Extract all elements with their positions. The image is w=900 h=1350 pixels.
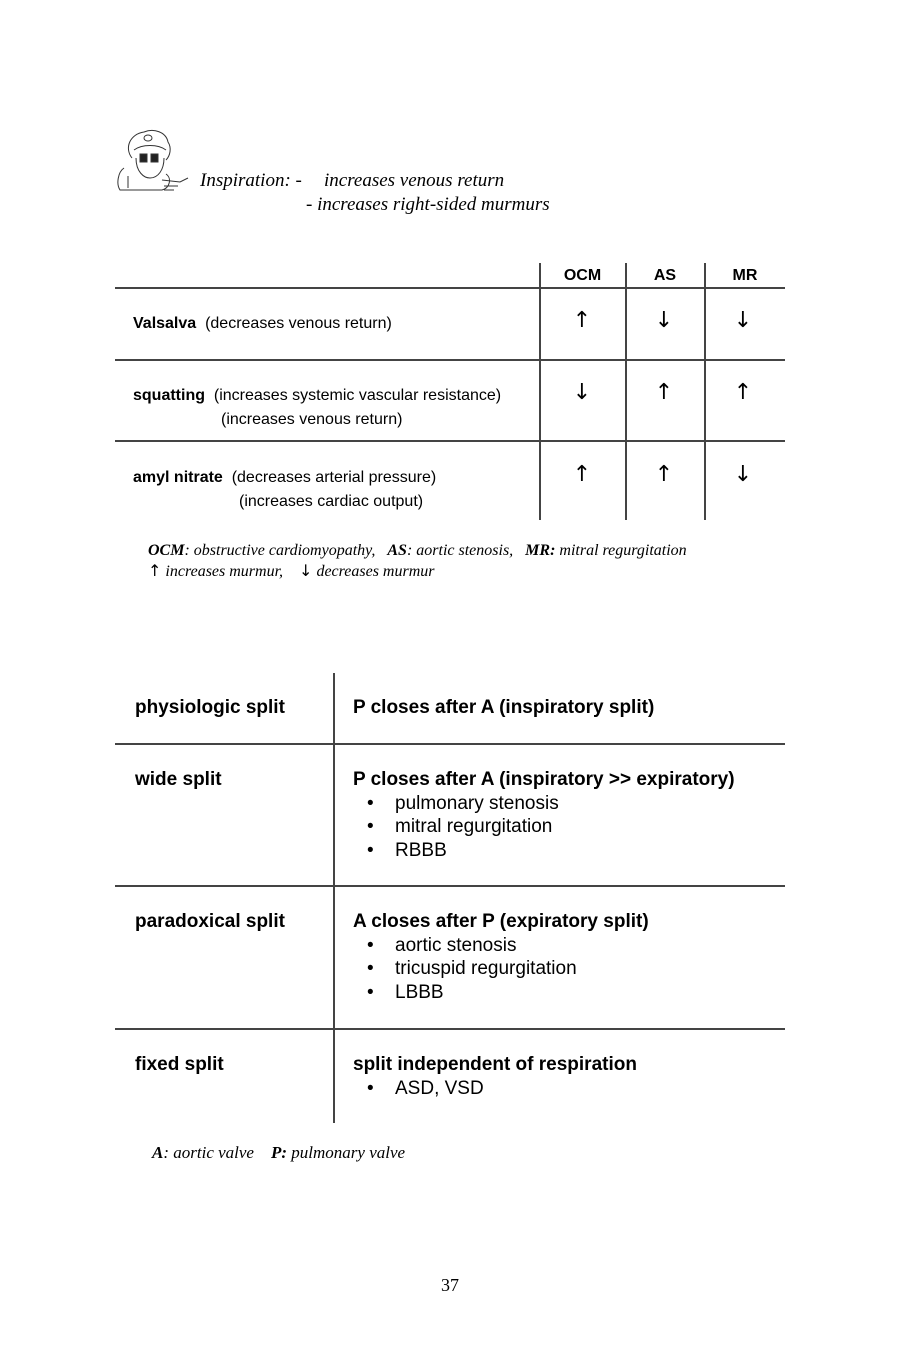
abbr-mr: MR: [525, 542, 556, 559]
arrow-up-icon: ↑ [654, 462, 674, 487]
maneuver-note: (increases systemic vascular resistance) [213, 387, 502, 404]
column-divider [333, 673, 335, 1123]
abbr-sep: : [184, 542, 190, 559]
maneuver-name: amyl nitrate [133, 469, 223, 486]
cause-list [353, 792, 735, 863]
split-desc-head: P closes after A (inspiratory split) [353, 697, 655, 718]
abbr-a: A [152, 1143, 164, 1162]
arrow-up-icon: ↑ [572, 462, 592, 487]
maneuver-name: squatting [133, 387, 205, 404]
column-header-as: AS [653, 267, 677, 284]
column-divider [539, 263, 541, 520]
maneuver-table [115, 263, 785, 520]
arrow-down-icon: ↓ [733, 462, 753, 487]
split-desc-head: A closes after P (expiratory split) [353, 911, 649, 932]
down-arrow-meaning: decreases murmur [316, 563, 435, 580]
maneuver-row-amyl-nitrate [133, 469, 436, 487]
split-table [115, 673, 785, 1123]
table-divider [115, 359, 785, 361]
split-type-fixed: fixed split [135, 1054, 224, 1075]
table-divider [115, 885, 785, 887]
cause-item: • RBBB [353, 839, 735, 863]
abbr-as-text: aortic stenosis, [412, 542, 514, 559]
up-arrow-icon: ↑ [148, 561, 162, 580]
split-desc-fixed [353, 1053, 637, 1100]
cause-item: • mitral regurgitation [353, 815, 735, 839]
cause-list [353, 1077, 637, 1101]
arrow-down-icon: ↓ [733, 308, 753, 333]
split-type-wide: wide split [135, 769, 222, 790]
maneuver-note: (decreases venous return) [205, 315, 392, 332]
up-arrow-meaning: increases murmur, [165, 563, 284, 580]
valve-legend [152, 1143, 405, 1163]
arrow-up-icon: ↑ [654, 380, 674, 405]
maneuver-note: (decreases arterial pressure) [231, 469, 437, 486]
maneuver-note-2: (increases cardiac output) [239, 493, 424, 510]
abbreviation-legend [148, 541, 687, 582]
split-type-physiologic: physiologic split [135, 697, 285, 718]
maneuver-name: Valsalva [133, 315, 197, 332]
arrow-up-icon: ↑ [733, 380, 753, 405]
cause-item: • LBBB [353, 981, 649, 1005]
cause-item: • aortic stenosis [353, 934, 649, 958]
abbr-p: P: [270, 1143, 288, 1162]
split-desc-head: P closes after A (inspiratory >> expiratory) [353, 769, 735, 790]
table-divider [115, 743, 785, 745]
table-divider [115, 1028, 785, 1030]
arrow-up-icon: ↑ [572, 308, 592, 333]
column-divider [625, 263, 627, 520]
abbr-p-text: pulmonary valve [287, 1143, 406, 1162]
abbr-sep: : [406, 542, 413, 559]
abbr-a-text: : aortic valve [163, 1143, 254, 1162]
page-number: 37 [441, 1275, 459, 1295]
split-desc-physiologic [353, 696, 654, 720]
table-divider [115, 287, 785, 289]
arrow-legend-line [148, 561, 687, 582]
table-divider [115, 440, 785, 442]
cause-item: • tricuspid regurgitation [353, 957, 649, 981]
abbr-ocm: OCM [148, 542, 185, 559]
column-header-mr: MR [732, 267, 758, 284]
split-type-paradoxical: paradoxical split [135, 911, 285, 932]
inspiration-label: Inspiration: - [200, 170, 302, 191]
maneuver-row-valsalva [133, 315, 392, 333]
arrow-down-icon: ↓ [572, 380, 592, 405]
abbr-mr-text: mitral regurgitation [555, 542, 687, 559]
column-divider [704, 263, 706, 520]
doctor-mascot-icon [114, 128, 194, 198]
maneuver-note-2: (increases venous return) [221, 411, 403, 428]
split-desc-paradoxical [353, 910, 649, 1004]
cause-item: • pulmonary stenosis [353, 792, 735, 816]
split-desc-head: split independent of respiration [353, 1054, 637, 1075]
abbr-as: AS [387, 542, 407, 559]
abbreviation-line [148, 541, 687, 561]
maneuver-row-squatting [133, 387, 501, 405]
cause-list [353, 934, 649, 1005]
inspiration-effect-1: increases venous return [324, 170, 505, 191]
abbr-ocm-text: obstructive cardiomyopathy, [189, 542, 376, 559]
inspiration-effect-2: - increases right-sided murmurs [306, 194, 550, 215]
down-arrow-icon: ↓ [299, 561, 313, 580]
arrow-down-icon: ↓ [654, 308, 674, 333]
cause-item: • ASD, VSD [353, 1077, 637, 1101]
column-header-ocm: OCM [563, 267, 602, 284]
split-desc-wide [353, 768, 735, 862]
